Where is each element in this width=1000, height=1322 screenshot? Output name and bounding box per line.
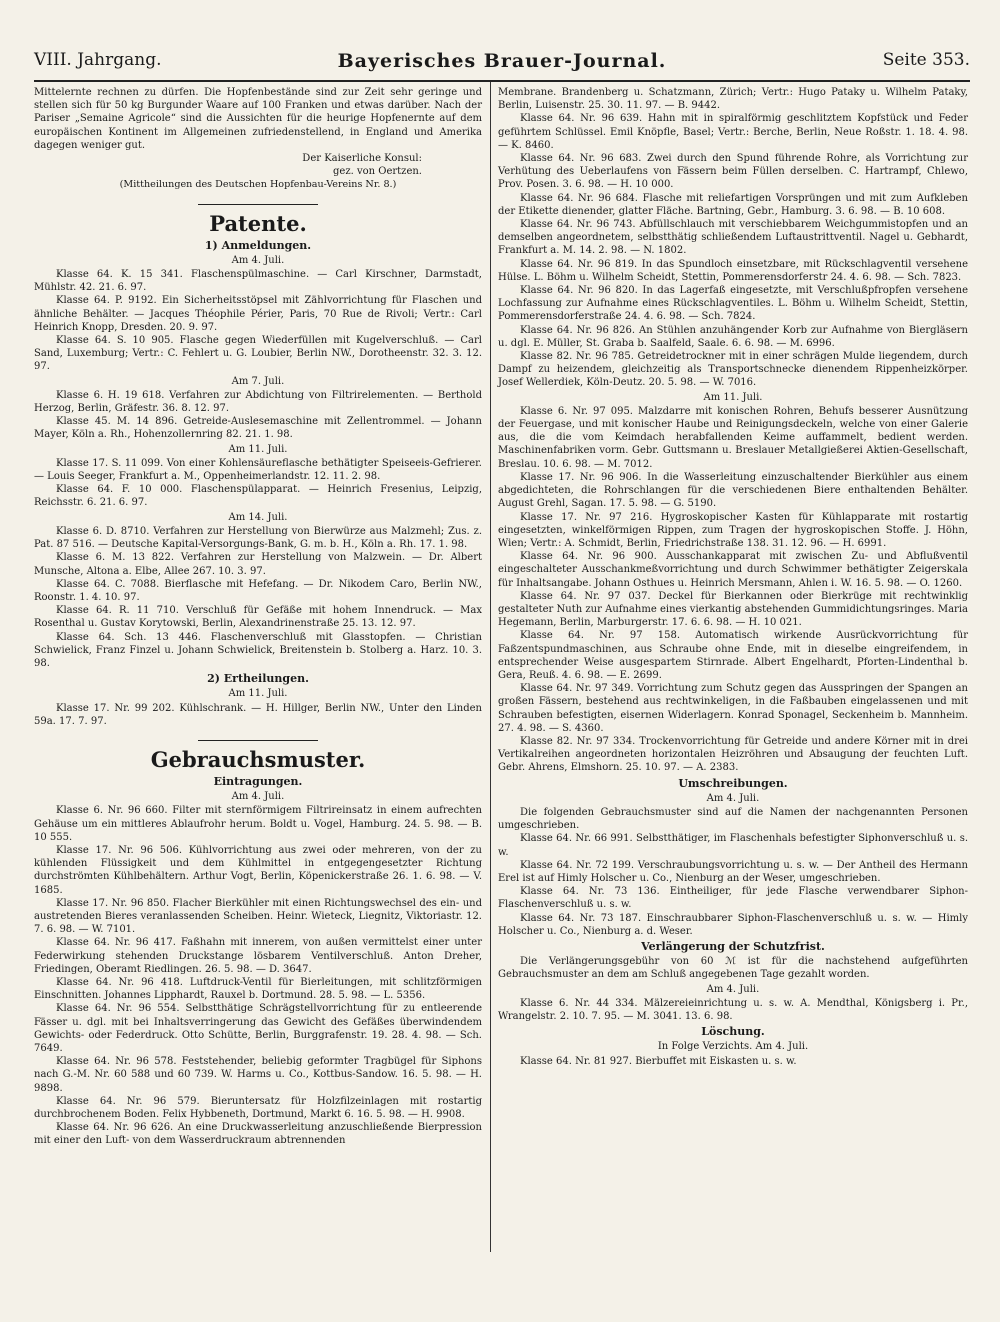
header-rule [34,80,970,82]
entry: Klasse 82. Nr. 97 334. Trockenvorrichtung für Getreide und andere Körner mit in drei Vertikalreihen angeordneten horizontalen Heizröhren und Absaugung der feuchten Luft. Gebr. Ahrens, Elmshorn. 25. 10. 97. — A. 2383. [498,735,968,774]
source-note: (Mittheilungen des Deutschen Hopfenbau-Vereins Nr. 8.) [119,179,397,191]
entry: Klasse 6. D. 8710. Verfahren zur Herstellung von Bierwürze aus Malzmehl; Zus. z. Pat. 87 516. — Deutsche Kapital-Versorgungs-Bank, G. m. b. H., Köln a. Rh. 17. 1. 98. [34,525,482,551]
entry: Klasse 64. Nr. 96 626. An eine Druckwasserleitung anzuschließende Bierpression mit einer den Luft- von dem Wasserdruckraum abtrennenden [34,1122,482,1147]
section-heading: Patente. [209,210,307,236]
subheading: Eintragungen. [213,774,303,788]
volume-label: VIII. Jahrgang. [34,50,162,70]
entry: Die Verlängerungsgebühr von 60 ℳ ist für die nachstehend aufgeführten Gebrauchsmuster an dem am Schluß angegebenen Tage gezahlt worden. [498,956,968,981]
date-line: Am 11. Juli. [228,688,288,700]
left-column [34,86,482,1148]
entry: Klasse 64. Nr. 81 927. Bierbuffet mit Eiskasten u. s. w. [520,1055,797,1067]
entry: Klasse 64. Nr. 96 826. An Stühlen anzuhängender Korb zur Aufnahme von Biergläsern u. dgl. E. Müller, St. Graba b. Saalfeld, Saale. 6. 6. 98. — M. 6996. [498,324,968,349]
page-number: Seite 353. [882,50,970,70]
entry: Klasse 64. Nr. 96 820. In das Lagerfaß eingesetzte, mit Verschlußpfropfen versehene Lochfassung zur Aufnahme eines Rückschlagventiles. L. Böhm u. Wilhelm Scheidt, Stettin, Pommerensdorferstraße 24. 4. 6. 98. — Sch. 7824. [498,285,968,323]
date-line: Am 7. Juli. [231,375,285,387]
entry: Klasse 17. S. 11 099. Von einer Kohlensäureflasche bethätigter Speiseeis-Gefrierer. — Louis Seeger, Frankfurt a. M., Oppenheimerlandstr. 12. 11. 2. 98. [34,457,482,483]
date-line: Am 4. Juli. [706,983,760,995]
entry: Klasse 64. Nr. 96 578. Feststehender, beliebig geformter Tragbügel für Siphons nach G.-M. Nr. 60 588 und 60 739. W. Harms u. Co., Kottbus-Sandow. 16. 5. 98. — H. 9898. [34,1056,482,1094]
subheading: 2) Ertheilungen. [207,672,309,686]
entry: Klasse 64. C. 7088. Bierflasche mit Hefefang. — Dr. Nikodem Caro, Berlin NW., Roonstr. 1. 4. 10. 97. [34,578,482,603]
paragraph: Membrane. Brandenberg u. Schatzmann, Zürich; Vertr.: Hugo Pataky u. Wilhelm Pataky, Berlin, Luisenstr. 25. 30. 11. 97. — B. 9442. [498,87,968,112]
entry: Klasse 17. Nr. 96 506. Kühlvorrichtung aus zwei oder mehreren, von der zu kühlenden Flüssigkeit und dem Kühlmittel in entgegengesetzter Richtung durchströmten Kühlbehältern. Arthur Vogt, Berlin, Köpenickerstraße 26. 1. 6. 98. — V. 1685. [34,844,482,896]
entry: Klasse 64. Nr. 96 579. Bieruntersatz für Holzfilzeinlagen mit rostartig durchbrochenem Boden. Felix Hybbeneth, Dortmund, Markt 6. 16. 5. 98. — H. 9908. [34,1095,482,1121]
right-column [498,86,968,1068]
entry: Klasse 6. Nr. 44 334. Mälzereieinrichtung u. s. w. A. Mendthal, Königsberg i. Pr., Wrangelstr. 2. 10. 7. 95. — M. 3041. 13. 6. 98. [498,997,968,1023]
section-separator [198,740,318,741]
date-line: Am 11. Juli. [703,391,763,403]
entry: Klasse 45. M. 14 896. Getreide-Auslesemaschine mit Zellentrommel. — Johann Mayer, Köln a. Rh., Hohenzollernring 82. 21. 1. 98. [34,416,482,441]
entry: Klasse 64. F. 10 000. Flaschenspülapparat. — Heinrich Fresenius, Leipzig, Reichsstr. 6. 21. 6. 97. [34,484,482,509]
date-line: In Folge Verzichts. Am 4. Juli. [657,1041,809,1053]
entry: Klasse 64. Nr. 96 684. Flasche mit reliefartigen Vorsprüngen und mit zum Aufkleben der Etikette dienender, glatter Fläche. Bartning, Gebr., Hamburg. 3. 6. 98. — B. 10 608. [498,192,968,217]
entry: Klasse 17. Nr. 96 850. Flacher Bierkühler mit einen Richtungswechsel des ein- und austretenden Bieres veranlassenden Scheiben. Heinr. Wieteck, Liegnitz, Viktoriastr. 12. 7. 6. 98. — W. 7101. [34,897,482,936]
entry: Klasse 64. Nr. 96 743. Abfüllschlauch mit verschiebbarem Weichgummistopfen und an demselben angeordnetem, selbstthätig schließendem Luftaustrittventil. Nagel u. Gebhardt, Frankfurt a. M. 14. 2. 98. — N. 1802. [498,219,968,257]
subheading: 1) Anmeldungen. [204,238,312,252]
subheading: Löschung. [701,1025,765,1039]
entry: Klasse 6. Nr. 96 660. Filter mit sternförmigem Filtrireinsatz in einem aufrechten Gehäuse um ein mittleres Ablaufrohr herum. Boldt u. Vogel, Hamburg. 24. 5. 98. — B. 10 555. [34,805,482,843]
entry: Klasse 64. Nr. 96 418. Luftdruck-Ventil für Bierleitungen, mit schlitzförmigen Einschnitten. Johannes Lipphardt, Rauxel b. Dortmund. 28. 5. 98. — L. 5356. [34,976,482,1002]
subheading: Umschreibungen. [678,776,788,790]
entry: Klasse 64. Nr. 96 819. In das Spundloch einsetzbare, mit Rückschlagventil versehene Hülse. L. Böhm u. Wilhelm Scheidt, Stettin, Pommerensdorferstr 24. 4. 6. 98. — Sch. 7823. [498,258,968,283]
entry: Klasse 64. Nr. 97 349. Vorrichtung zum Schutz gegen das Ausspringen der Spangen an großen Fässern, bestehend aus rechtwinkeligen, in die Faßbauben eingelassenen und mit Schrauben befestigten, eisernen Widerlagern. Konrad Sponagel, Seckenheim b. Mannheim. 27. 4. 98. — S. 4360. [498,683,968,734]
entry: Klasse 64. Nr. 97 158. Automatisch wirkende Ausrückvorrichtung für Faßzentspundmaschinen, aus Schraube ohne Ende, mit in dieselbe eingreifendem, in entsprechender Weise ausgespartem Stirnrade. Albert Engelhardt, Pforten-Lindenthal b. Gera, Reuß. 4. 6. 98. — E. 2699. [498,630,968,681]
entry: Klasse 64. Nr. 97 037. Deckel für Bierkannen oder Bierkrüge mit rechtwinklig gestalteter Nuth zur Aufnahme eines vierkantig abstehenden Gummidichtungsringes. Maria Hegemann, Berlin, Marburgerstr. 17. 6. 6. 98. — H. 10 021. [498,590,968,629]
entry: Die folgenden Gebrauchsmuster sind auf die Namen der nachgenannten Personen umgeschrieben. [498,806,968,832]
entry: Klasse 64. Nr. 96 554. Selbstthätige Schrägstellvorrichtung für zu entleerende Fässer u. dgl. mit bei Inhaltsverringerung das Gewicht des Gefäßes überwindendem Gewichts- oder Federdruck. Otto Schütte, Berlin, Burggrafenstr. 19. 28. 4. 98. — Sch. 7649. [34,1003,482,1054]
journal-title: Bayerisches Brauer-Journal. [337,50,667,72]
entry: Klasse 64. Nr. 72 199. Verschraubungsvorrichtung u. s. w. — Der Antheil des Hermann Erel ist auf Himly Holscher u. Co., Nienburg an der Weser, umgeschrieben. [498,859,968,884]
date-line: Am 14. Juli. [228,511,288,523]
entry: Klasse 6. M. 13 822. Verfahren zur Herstellung von Malzwein. — Dr. Albert Munsche, Altona a. Elbe, Allee 267. 10. 3. 97. [34,552,482,577]
entry: Klasse 17. Nr. 97 216. Hygroskopischer Kasten für Kühlapparate mit rostartig eingesetzten, winkelförmigen Rippen, zum Tragen der hygroskopischen Stoffe. J. Höhn, Wien; Vertr.: A. Schmidt, Berlin, Friedrichstraße 138. 31. 12. 96. — H. 6991. [498,511,968,549]
entry: Klasse 64. Nr. 73 187. Einschraubbarer Siphon-Flaschenverschluß u. s. w. — Himly Holscher u. Co., Nienburg a. d. Weser. [498,912,968,937]
date-line: Am 11. Juli. [228,443,288,455]
entry: Klasse 6. Nr. 97 095. Malzdarre mit konischen Rohren, Behufs besserer Ausnützung der Feuergase, und mit konischer Haube und Reinigungsdeckeln, welche von einer Galerie aus, die die vom Keimdach herabfallenden Keime auffammelt, bedient werden. Maschinenfabriken vorm. Gebr. Guttsmann u. Breslauer Metallgießerei Aktien-Gesellschaft, Breslau. 10. 6. 98. — M. 7012. [498,405,968,470]
subheading: Verlängerung der Schutzfrist. [641,940,825,953]
entry: Klasse 64. Nr. 96 900. Ausschankapparat mit zwischen Zu- und Abflußventil eingeschalteter Ausschankmeßvorrichtung und durch Schwimmer bethätigter Zeigerskala für Inhaltsangabe. Johann Osthues u. Heinrich Mersmann, Ahlen i. W. 16. 5. 98. — O. 1260. [498,551,968,589]
entry: Klasse 64. P. 9192. Ein Sicherheitsstöpsel mit Zählvorrichtung für Flaschen und ähnliche Behälter. — Jacques Théophile Périer, Paris, 70 Rue de Rivoli; Vertr.: Carl Heinrich Knopp, Dresden. 20. 9. 97. [34,295,482,333]
entry: Klasse 64. Nr. 96 639. Hahn mit in spiralförmig geschlitztem Kopfstück und Feder geführtem Schlüssel. Emil Knöpfle, Basel; Vertr.: Berche, Berlin, Neue Roßstr. 1. 18. 4. 98. — K. 8460. [498,113,968,151]
entry: Klasse 17. Nr. 96 906. In die Wasserleitung einzuschaltender Bierkühler aus einem abgedichteten, die Rohrschlangen für die verschiedenen Biere enthaltenden Behälter. August Grehl, Sagan. 17. 5. 98. — G. 5190. [498,471,968,510]
paragraph: Mittelernte rechnen zu dürfen. Die Hopfenbestände sind zur Zeit sehr geringe und stellen sich für 50 kg Burgunder Waare auf 100 Franken und etwas darüber. Nach der Pariser „Semaine Agricole“ sind die Aussichten für die heurige Hopfenernte auf dem europäischen Kontinent im Allgemeinen zufriedenstellend, in England und Amerika dagegen weniger gut. [34,87,482,151]
entry: Klasse 64. Nr. 96 417. Faßhahn mit innerem, von außen vermittelst einer unter Federwirkung stehenden Druckstange lösbarem Ventilverschluß. Anton Dreher, Friedingen, Oberamt Riedlingen. 26. 5. 98. — D. 3647. [34,937,482,975]
entry: Klasse 64. Nr. 66 991. Selbstthätiger, im Flaschenhals befestigter Siphonverschluß u. s. w. [498,833,968,858]
date-line: Am 4. Juli. [706,792,760,804]
section-heading: Gebrauchsmuster. [150,746,366,772]
page-header [34,50,970,80]
entry: Klasse 64. Nr. 73 136. Eintheiliger, für jede Flasche verwendbarer Siphon-Flaschenverschluß u. s. w. [498,886,968,911]
date-line: Am 4. Juli. [231,254,285,266]
entry: Klasse 17. Nr. 99 202. Kühlschrank. — H. Hillger, Berlin NW., Unter den Linden 59a. 17. 7. 97. [34,702,482,727]
date-line: Am 4. Juli. [231,791,285,803]
entry: Klasse 64. K. 15 341. Flaschenspülmaschine. — Carl Kirschner, Darmstadt, Mühlstr. 42. 21. 6. 97. [34,269,482,294]
signature-line: Der Kaiserliche Konsul: [302,153,422,165]
entry: Klasse 64. S. 10 905. Flasche gegen Wiederfüllen mit Kugelverschluß. — Carl Sand, Luxemburg; Vertr.: C. Fehlert u. G. Loubier, Berlin NW., Dorotheenstr. 32. 3. 12. 97. [34,335,482,373]
column-divider [490,82,491,1252]
signature-line: gez. von Oertzen. [333,166,422,178]
entry: Klasse 64. R. 11 710. Verschluß für Gefäße mit hohem Innendruck. — Max Rosenthal u. Gustav Korytowski, Berlin, Alexandrinenstraße 25. 13. 12. 97. [34,605,482,630]
entry: Klasse 82. Nr. 96 785. Getreidetrockner mit in einer schrägen Mulde liegendem, durch Dampf zu heizendem, gleichzeitig als Transportschnecke dienendem Rippenheizkörper. Josef Wellerdiek, Köln-Deutz. 20. 5. 98. — W. 7016. [498,351,968,389]
entry: Klasse 64. Sch. 13 446. Flaschenverschluß mit Glasstopfen. — Christian Schwielick, Franz Finzel u. Johann Schwielick, Breitenstein b. Stolberg a. Harz. 10. 3. 98. [34,631,482,669]
entry: Klasse 64. Nr. 96 683. Zwei durch den Spund führende Rohre, als Vorrichtung zur Verhütung des Ueberlaufens von Fässern beim Füllen derselben. C. Hartrampf, Chlewo, Prov. Posen. 3. 6. 98. — H. 10 000. [498,153,968,191]
entry: Klasse 6. H. 19 618. Verfahren zur Abdichtung von Filtrirelementen. — Berthold Herzog, Berlin, Gräfestr. 36. 8. 12. 97. [34,389,482,415]
section-separator [198,204,318,205]
